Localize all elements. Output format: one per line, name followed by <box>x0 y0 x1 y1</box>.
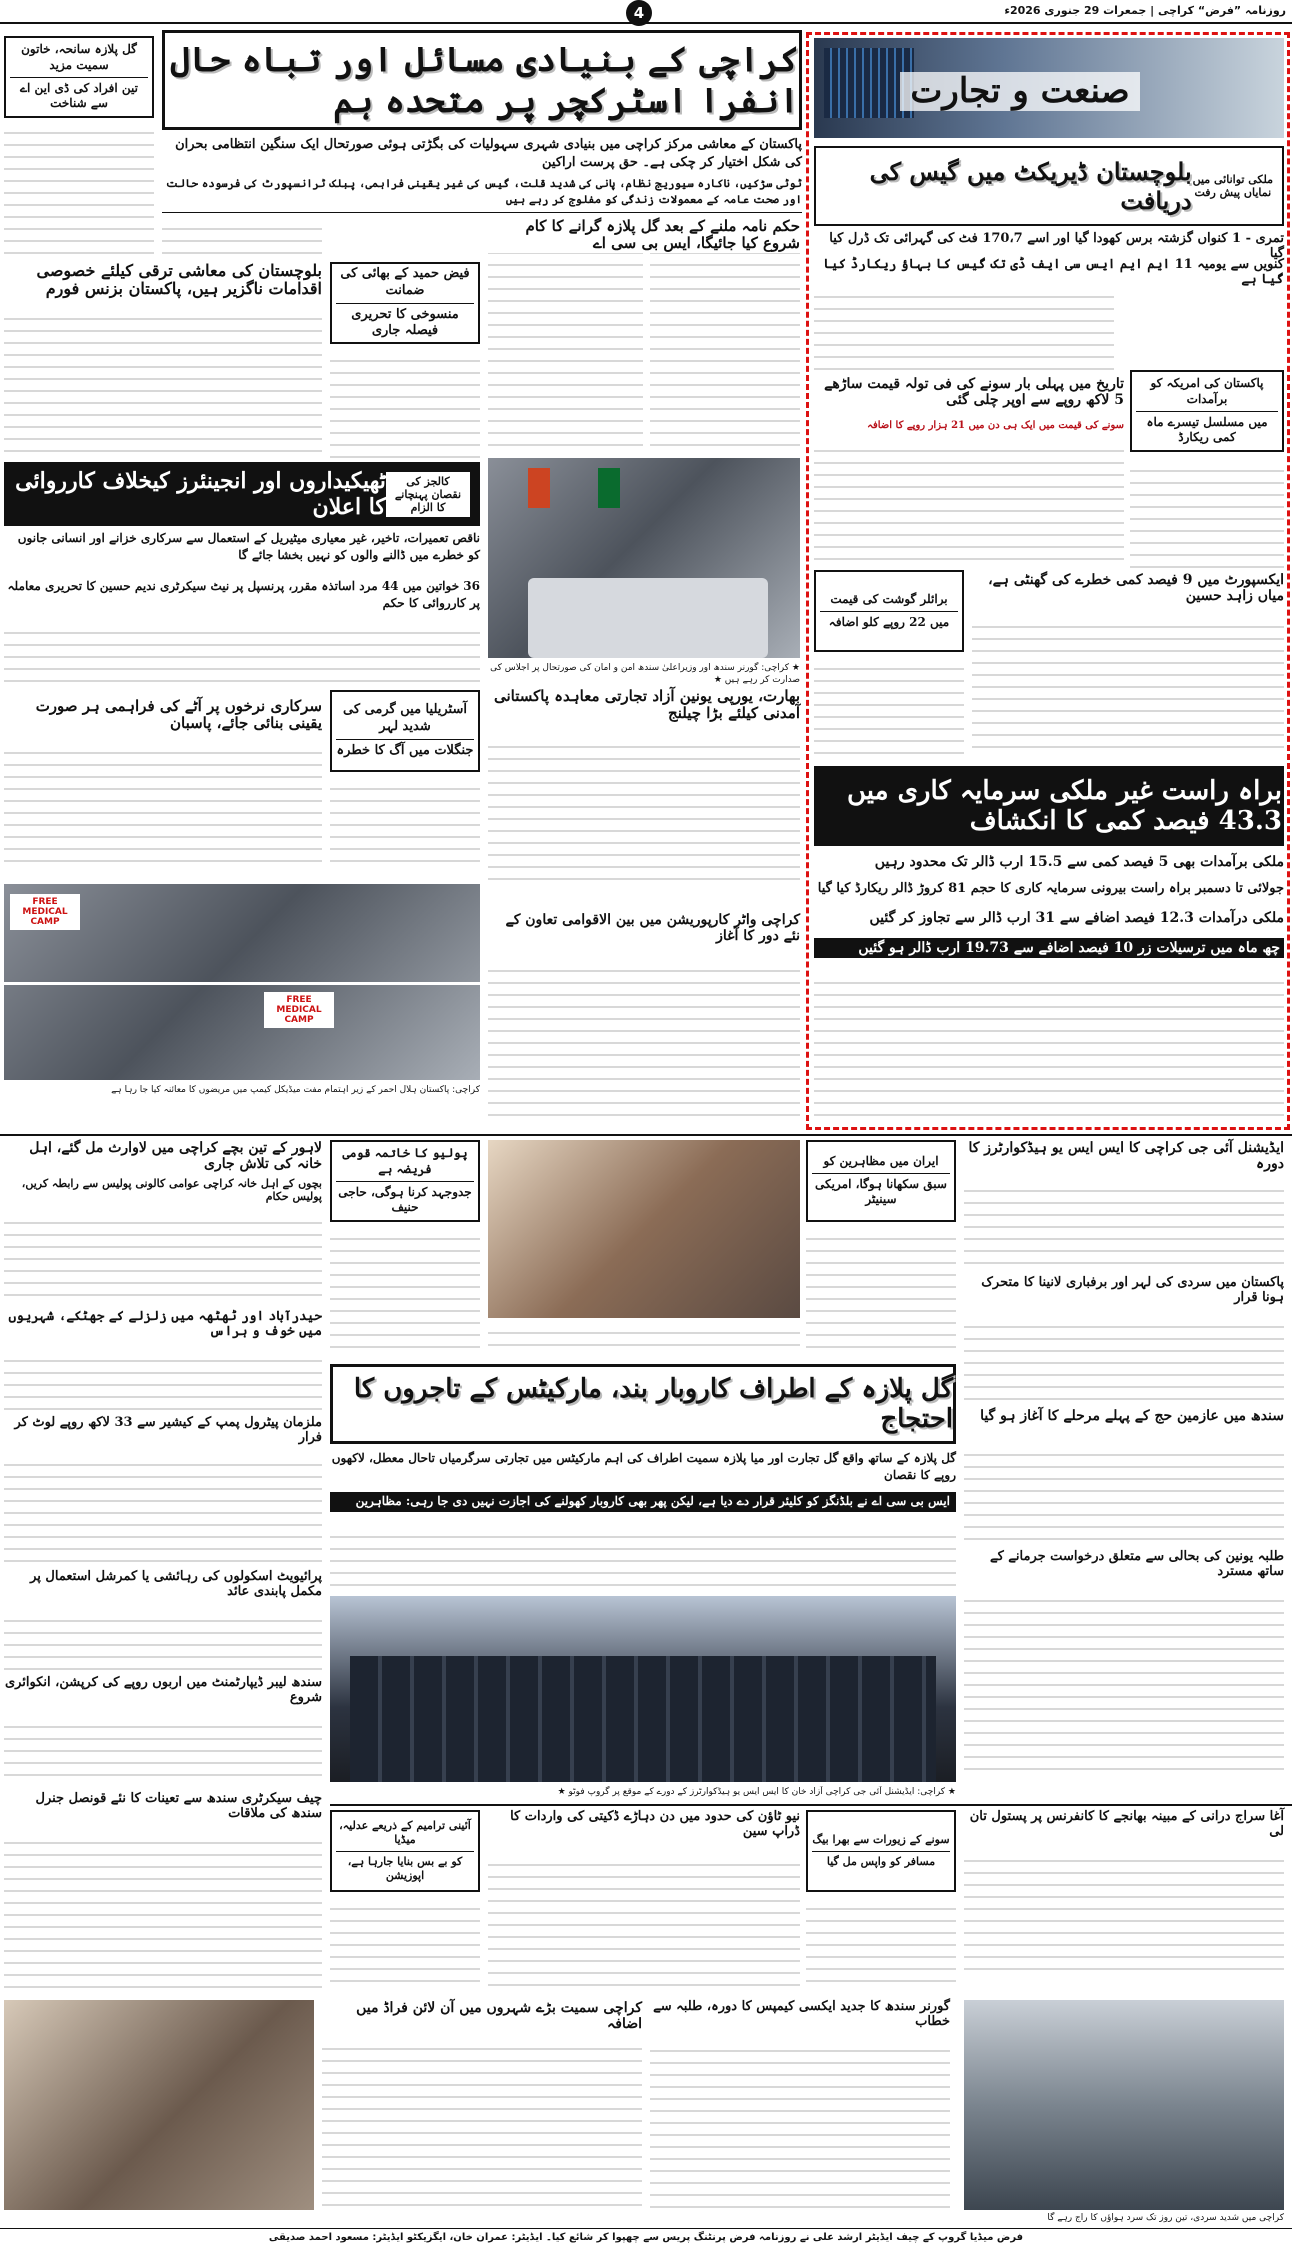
faisal-top: فیض حمید کے بھائی کی ضمانت <box>336 266 474 304</box>
polio-top: پولیو کا خاتمہ قومی فریضہ ہے <box>336 1146 474 1181</box>
online-fraud-headline: کراچی سمیت بڑے شہروں میں آن لائن فراڈ میں اضافہ <box>356 2000 642 2033</box>
fdi-line-1: ملکی برآمدات بھی 5 فیصد کمی سے 15.5 ارب ڈالر تک محدود رہیں <box>874 854 1284 870</box>
protest-deck: گل پلازہ کے ساتھ واقع گل تجارت اور میا پلازہ سمیت اطراف کی اہم مارکیٹس میں تجارتی سرگرمیاں تاحال معطل، لاکھوں روپے کا نقصان <box>331 1451 956 1482</box>
polio-box <box>330 1140 480 1222</box>
police-photo <box>330 1596 956 1782</box>
hajj-body <box>964 1444 1284 1544</box>
lahore-body <box>4 1212 322 1304</box>
group-caption <box>488 1322 800 1346</box>
faisal-body <box>330 350 480 460</box>
mid-rule <box>0 1134 1292 1136</box>
students-body <box>964 1590 1284 1776</box>
meat-box <box>814 570 964 652</box>
iran-box <box>806 1140 956 1222</box>
ig-headline: ایڈیشنل آئی جی کراچی کا ایس ایس یو ہیڈکوارٹرز کا دورہ <box>968 1140 1284 1173</box>
australia-top: آسٹریلیا میں گرمی کی شدید لہر <box>336 702 474 740</box>
judiciary-box <box>330 1810 480 1892</box>
meeting-caption: ★ کراچی: گورنر سندھ اور وزیراعلیٰ سندھ امن و امان کی صورتحال پر اجلاس کی صدارت کر رہے ہیں ★ <box>490 663 800 685</box>
labour-headline: سندھ لیبر ڈیپارٹمنٹ میں اربوں روپے کی کرپشن، انکوائری شروع <box>4 1675 322 1705</box>
lead-rule <box>162 212 802 213</box>
fdi-headline: براہ راست غیر ملکی سرمایہ کاری میں 43.3 فیصد کمی کا انکشاف <box>846 776 1282 836</box>
medical-camp-photo <box>4 884 480 1080</box>
hajj-headline: سندھ میں عازمین حج کے پہلے مرحلے کا آغاز ہو گیا <box>980 1408 1284 1424</box>
page-number-badge <box>626 0 652 26</box>
us-exports-bottom: میں مسلسل تیسرے ماہ کمی ریکارڈ <box>1146 414 1268 445</box>
gas-line-1: تمری - 1 کنواں گزشتہ برس کھودا گیا اور اسے 170،7 فٹ کی گہرائی تک ڈرل کیا گیا <box>829 231 1284 261</box>
street-photo <box>964 2000 1284 2210</box>
gas-body <box>814 286 1114 370</box>
ration-body <box>4 742 322 862</box>
exports-headline: ایکسپورٹ میں 9 فیصد کمی خطرے کی گھنٹی ہے، میاں زاہد حسین <box>988 572 1284 605</box>
online-fraud-body <box>322 2038 642 2210</box>
fdi-line-3: ملکی درآمدات 12.3 فیصد اضافے سے 31 ارب ڈالر سے تجاوز کر گئیں <box>869 910 1284 926</box>
gold-bag-box <box>806 1810 956 1892</box>
exports-body <box>972 616 1284 756</box>
balochistan-body <box>4 308 322 458</box>
builders-headline: ٹھیکیداروں اور انجینئرز کیخلاف کارروائی کا اعلان <box>15 468 386 520</box>
judiciary-bottom: کو بے بس بنایا جارہا ہے، اپوزیشن <box>347 1854 463 1882</box>
petrol-headline: ملزمان پیٹرول پمپ کے کیشیر سے 33 لاکھ روپے لوٹ کر فرار <box>14 1415 322 1445</box>
footer-imprint: فرض میڈیا گروپ کے چیف ایڈیٹر ارشد علی نے روزنامہ فرض پرنٹنگ پریس سے چھپوا کر شائع کیا۔ ایڈیٹر: عمران خان، ایگزیکٹو ایڈیٹر: مسعود احمد صدیقی <box>268 2232 1024 2243</box>
chief-sec-body <box>4 1832 322 1992</box>
bottom-rule <box>330 1804 1292 1806</box>
iran-top: ایران میں مظاہرین کو <box>812 1154 950 1174</box>
india-eu-headline: بھارت، یورپی یونین آزاد تجارتی معاہدہ پاکستانی آمدنی کیلئے بڑا چیلنج <box>493 687 800 723</box>
balochistan-headline: بلوچستان کی معاشی ترقی کیلئے خصوصی اقدامات ناگزیر ہیں، پاکستان بزنس فورم <box>36 261 322 299</box>
protest-banner <box>330 1364 956 1444</box>
judiciary-body <box>330 1898 480 1992</box>
faisal-bottom: منسوخی کا تحریری فیصلہ جاری <box>351 306 459 339</box>
flag-icon-2 <box>598 468 620 508</box>
iran-bottom: سبق سکھانا ہوگا، امریکی سینیٹر <box>815 1176 947 1207</box>
hyderabad-headline: حیدرآباد اور ٹھٹھہ میں زلزلے کے جھٹکے، شہریوں میں خوف و ہراس <box>8 1309 322 1339</box>
polio-bottom: جدوجہد کرنا ہوگی، حاجی حنیف <box>338 1184 472 1215</box>
lead-body-col-1 <box>650 218 800 448</box>
gold-body <box>814 440 1124 564</box>
gold-headline: تاریخ میں پہلی بار سونے کی فی تولہ قیمت ساڑھے 5 لاکھ روپے سے اوپر چلی گئی <box>824 376 1124 409</box>
lead-deck: پاکستان کے معاشی مرکز کراچی میں بنیادی شہری سہولیات کی بگڑتی ہوئی صورتحال ایک سنگین انتظامی بحران کی شکل اختیار کر چکی ہے۔ حق پرست اراکین <box>175 137 802 170</box>
lead-deck-2: ٹوٹی سڑکیں، ناکارہ سیوریج نظام، پانی کی شدید قلت، گیس کی غیر یقینی فراہمی، پبلک ٹرانسپورٹ کی فرسودہ حالت اور صحت عامہ کے معمولات زندگی کو مفلوج کر رہے ہیں <box>165 177 802 206</box>
camp-banner-tile <box>10 894 80 930</box>
cold-caption: کراچی میں شدید سردی، تین روز تک سرد ہواؤں کا راج رہے گا <box>1047 2213 1284 2223</box>
flag-icon <box>528 468 550 508</box>
left-top-box <box>4 36 154 118</box>
fdi-banner <box>814 766 1284 846</box>
faisal-box <box>330 262 480 344</box>
us-exports-box <box>1130 370 1284 452</box>
camp-banner-2: FREE MEDICAL CAMP <box>276 995 322 1025</box>
labour-body <box>4 1716 322 1786</box>
india-eu-body <box>488 736 800 886</box>
schools-body <box>4 1610 322 1670</box>
section-title: صنعت و تجارت <box>900 72 1140 111</box>
iran-body <box>806 1228 956 1358</box>
australia-body <box>330 778 480 862</box>
meat-bottom: میں 22 روپے کلو اضافہ <box>828 614 950 629</box>
governor-headline: گورنر سندھ کا جدید ایکسی کیمپس کا دورہ، طلبہ سے خطاب <box>653 1999 950 2029</box>
fdi-line-4: چھ ماہ میں ترسیلات زر 10 فیصد اضافے سے 19.73 ارب ڈالر ہو گئیں <box>814 938 1284 958</box>
fdi-body <box>814 972 1284 1122</box>
conference-photo <box>4 2000 314 2210</box>
ig-body <box>964 1180 1284 1270</box>
hyderabad-body <box>4 1350 322 1410</box>
fdi-line-2: جولائی تا دسمبر براہ راست بیرونی سرمایہ کاری کا حجم 81 کروڑ ڈالر ریکارڈ کیا گیا <box>817 881 1284 896</box>
cold-headline: پاکستان میں سردی کی لہر اور برفباری لانینا کا متحرک ہونا قرار <box>981 1275 1284 1305</box>
newtown-body <box>488 1854 800 1992</box>
governor-body <box>650 2040 950 2210</box>
camp-caption: کراچی: پاکستان ہلال احمر کے زیر اہتمام مفت میڈیکل کیمپ میں مریضوں کا معائنہ کیا جا رہا ہے <box>111 1085 480 1095</box>
meat-top: برائلر گوشت کی قیمت <box>820 592 958 612</box>
camp-divider <box>4 982 480 985</box>
left-body-1 <box>4 122 154 262</box>
meeting-photo <box>488 458 800 658</box>
builders-deck: ناقص تعمیرات، تاخیر، غیر معیاری میٹیریل کے استعمال سے سرکاری خزانے اور انسانی جانوں کو خطرے میں ڈالنے والوں کو نہیں بخشا جائے گا <box>17 531 480 562</box>
agha-headline: آغا سراج درانی کے مبینہ بھانجے کا کانفرنس پر پستول تان لی <box>969 1809 1284 1839</box>
protest-headline: گل پلازہ کے اطراف کاروبار بند، مارکیٹس کے تاجروں کا احتجاج <box>353 1374 953 1434</box>
police-row <box>350 1656 936 1782</box>
us-body <box>1130 460 1284 570</box>
police-caption: ★ کراچی: ایڈیشنل آئی جی کراچی آزاد خان کا ایس ایس یو ہیڈکوارٹرز کے دورے کے موقع پر گروپ فوٹو ★ <box>557 1787 956 1797</box>
water-headline: کراچی واٹر کارپوریشن میں بین الاقوامی تعاون کے نئے دور کا آغاز <box>505 912 800 945</box>
tender-text: 36 خواتین میں 44 مرد اساتذہ مقرر، پرنسپل پر نیٹ سیکرٹری ندیم حسین کا تحریری معاملہ پر کارروائی کا حکم <box>7 579 480 610</box>
gold-sub: سونے کی قیمت میں ایک ہی دن میں 21 ہزار روپے کا اضافہ <box>867 420 1124 431</box>
meeting-table <box>528 578 768 658</box>
camp-banner-tile-2 <box>264 992 334 1028</box>
lead-headline: کراچی کے بنیادی مسائل اور تباہ حال انفرا اسٹرکچر پر متحدہ ہم <box>170 40 799 121</box>
lead-headline-banner <box>162 30 802 130</box>
footer-rule <box>0 2228 1292 2229</box>
protest-quote: ایس بی سی اے نے بلڈنگز کو کلیئر قرار دے دیا ہے، لیکن پھر بھی کاروبار کھولنے کی اجازت نہیں دی جا رہی: مظاہرین <box>330 1492 956 1512</box>
builders-kicker: کالجز کی نقصان پہنچانے کا الزام <box>386 472 470 517</box>
schools-headline: پرائیویٹ اسکولوں کی رہائشی یا کمرشل استعمال پر مکمل پابندی عائد <box>30 1569 322 1599</box>
gold-bag-body <box>806 1898 956 1992</box>
lead-body-col-3 <box>162 218 322 258</box>
newtown-headline: نیو ٹاؤن کی حدود میں دن دہاڑے ڈکیتی کی واردات کا ڈراپ سین <box>510 1809 800 1839</box>
water-body <box>488 960 800 1120</box>
gold-bag-bottom: مسافر کو واپس مل گیا <box>826 1854 936 1868</box>
dairy-banner <box>814 146 1284 226</box>
left-top-title: گل پلازہ سانحہ، خاتون سمیت مزید <box>10 42 148 77</box>
page-number: 4 <box>633 4 645 22</box>
australia-box <box>330 690 480 772</box>
gas-line-2: کنویں سے یومیہ 11 ایم ایم ایس سی ایف ڈی تک گیس کا بہاؤ ریکارڈ کیا گیا ہے <box>823 257 1284 287</box>
left-top-sub: تین افراد کی ڈی این اے سے شناخت <box>20 80 138 111</box>
petrol-body <box>4 1454 322 1564</box>
polio-body <box>330 1228 480 1358</box>
us-exports-top: پاکستان کی امریکہ کو برآمدات <box>1136 376 1278 411</box>
meat-body <box>814 658 964 758</box>
lead-body-col-2 <box>488 218 643 448</box>
chief-sec-headline: چیف سیکرٹری سندھ سے تعینات کا نئے قونصل جنرل سندھ کی ملاقات <box>35 1791 322 1821</box>
agha-body <box>964 1850 1284 1980</box>
gold-bag-top: سونے کے زیورات سے بھرا بیگ <box>812 1833 950 1851</box>
students-headline: طلبہ یونین کی بحالی سے متعلق درخواست جرمانے کے ساتھ مسترد <box>989 1549 1284 1579</box>
date-line: روزنامہ ”فرض“ کراچی | جمعرات 29 جنوری 2026ء <box>1004 4 1286 17</box>
camp-banner: FREE MEDICAL CAMP <box>22 897 68 927</box>
gul-headline: حکم نامہ ملنے کے بعد گل پلازہ گرانے کا کام شروع کیا جائیگا، ایس بی سی اے <box>488 218 800 253</box>
builders-body <box>4 622 480 690</box>
dairy-headline: بلوچستان ڈیریکٹ میں گیس کی دریافت <box>869 157 1192 215</box>
dairy-side: ملکی توانائی میں نمایاں پیش رفت <box>1192 173 1274 199</box>
ration-headline: سرکاری نرخوں پر آٹے کی فراہمی ہر صورت یقینی بنائی جائے، پاسبان <box>35 697 322 733</box>
lahore-sub: بچوں کے اہل خانہ کراچی عوامی کالونی پولیس سے رابطہ کریں، پولیس حکام <box>21 1177 322 1203</box>
australia-bottom: جنگلات میں آگ کا خطرہ <box>336 742 474 758</box>
builders-banner <box>4 462 480 526</box>
protest-body <box>330 1526 956 1590</box>
group-photo <box>488 1140 800 1318</box>
lahore-headline: لاہور کے تین بچے کراچی میں لاوارث مل گئے، اہل خانہ کی تلاش جاری <box>29 1140 322 1173</box>
cold-body <box>964 1316 1284 1402</box>
judiciary-top: آئینی ترامیم کے ذریعے عدلیہ، میڈیا <box>336 1819 474 1852</box>
